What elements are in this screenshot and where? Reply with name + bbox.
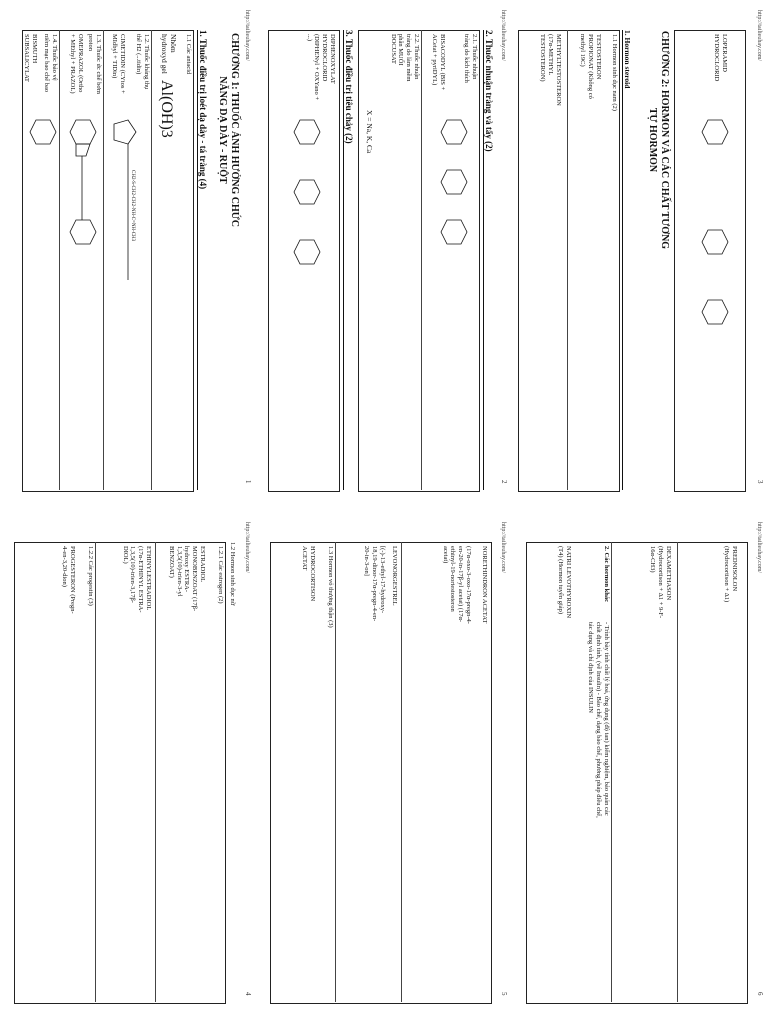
section-heading: 1. Hormon steroid — [622, 30, 632, 490]
drug-label: DIPHENOXYLAT HYDROCLORID (DIPHENyl + OXYano + ...) — [305, 34, 336, 101]
subsection: 2.2. Thuốc nhuận tràng do làm mềm phân MUỐI DOCUSAT — [389, 34, 420, 82]
subsection: 1.2. Thuốc kháng thụ thể H2 (...tidin) — [135, 34, 150, 90]
subsection: 1.4. Thuốc bảo vệ niêm mạc bao chế bao — [43, 34, 58, 93]
drug-label: NORETHINDRON ACETAT — [481, 546, 488, 624]
page-url: http://tailieuhay.com/ — [500, 10, 506, 62]
chapter-title: CHƯƠNG 1: THUỐC ẢNH HƯỞNG CHỨC NĂNG DẠ DÀY - RUỘT — [217, 33, 240, 227]
drug-label: LEVONORGESTREL — [391, 546, 398, 606]
bisacodyl-structure — [421, 110, 476, 290]
drug-formula: Al(OH)3 — [158, 80, 175, 138]
drug-label: Nhôm hydroxyd gel — [160, 34, 178, 74]
svg-text:CH2-S-CH2-CH2-NH-C=NH-CH3: CH2-S-CH2-CH2-NH-C=NH-CH3 — [130, 170, 135, 242]
drug-label: BISMUTH SUBSALICYLAT — [23, 34, 38, 83]
page-number: 6 — [756, 992, 764, 996]
page-url: http://tailieuhay.com/ — [756, 10, 762, 62]
subsection: 1.3 Hormon vỏ thượng thận (3) — [327, 546, 334, 628]
subsection: 1.3. Thuốc ức chế bơm proton — [87, 34, 102, 94]
page-3 — [512, 0, 768, 512]
page-number: 1 — [244, 480, 252, 484]
section-heading: 1. Thuốc điều trị loét dạ dày - tá tràng (4) — [197, 30, 208, 490]
drug-label: BISACODYL (BIS + ACetat + pyriDYL) — [431, 34, 446, 91]
page-6 — [512, 512, 768, 1024]
subsection: 1.2.1 Các estrogen (2) — [217, 546, 224, 604]
section-heading: 2. Thuốc nhuận tràng và tẩy (2) — [483, 30, 494, 490]
drug-label: DEXAMETHASON (Hydrocortison + Δ1 + 9-F-16α-CH3) — [649, 546, 672, 619]
drug-label: NATRI LEVOTHYROXIN (T4) (Hormon tuyến giáp) — [557, 546, 572, 619]
page-url: http://tailieuhay.com/ — [244, 522, 250, 574]
drug-label: METHYLTESTOSTERON (17α-METHYL TESTOSTERON) — [539, 34, 562, 106]
subsection: 1.2.2 Các progestin (3) — [87, 546, 94, 606]
loperamide-structure — [677, 110, 742, 350]
drug-label: OMEPRAZOL (Ortho + MEthyl + PRAZOL) — [69, 34, 84, 94]
page-number: 3 — [756, 480, 764, 484]
page-2 — [256, 0, 512, 512]
diphenoxylate-structure — [269, 110, 334, 290]
drug-label: CIMETIDIN (CYtos + MIdbyl + TIDin) — [111, 34, 126, 94]
subsection: 2.1. Thuốc nhuận tràng do kích thích — [463, 34, 478, 83]
docusate-formula-note: X = Na, K, Ca — [365, 110, 374, 154]
drug-label: PREDNISOLON (Hydrocortison + Δ1) — [723, 546, 738, 603]
drug-label: ETHINYLESTRADIOL (17α-ETHINYL ESTRA-1,3,5(10)-trien-3,17β-DIOL) — [121, 546, 152, 613]
section-heading: 2. Các hormon khác — [603, 546, 610, 602]
subsection: 1.1 Hormon sinh dục nam (2) — [611, 34, 618, 111]
page-number: 2 — [500, 480, 508, 484]
drug-label: TESTOSTERON PROPIONAT (Không có methyl 19C) — [579, 34, 602, 99]
page-url: http://tailieuhay.com/ — [244, 10, 250, 62]
page-4 — [0, 512, 256, 1024]
subsection: 1.2 Hormon sinh dục nữ — [229, 542, 236, 606]
drug-description: (17α-oxo-3-oxo-17α-pregn-4-en-20-in-17β-yl acetat) (17α-ethinyl-19-nortestosteron acetat) — [441, 546, 472, 624]
page-number: 5 — [500, 992, 508, 996]
drug-label: LOPERAMID HYDROCLORID — [713, 34, 728, 82]
drug-label: ESTRADIOL MONOBENZOAT (17β-hydroxy ESTRA-1,3,5(10)-trien-3-yl BENZOAT) — [167, 546, 206, 612]
drug-description: [(-)-13-ethyl-17-hydroxy-18,19-dinor-17α-pregn-4-en-20-in-3-on] — [363, 546, 386, 622]
page-5 — [256, 512, 512, 1024]
drug-label: HYDROCORTISON ACETAT — [301, 546, 316, 602]
omeprazole-structure — [55, 110, 100, 310]
page-number: 4 — [244, 992, 252, 996]
page-url: http://tailieuhay.com/ — [500, 522, 506, 574]
drug-label: PROGESTERON (Pregn-4-en-3,20-dion) — [61, 546, 76, 614]
section-heading: 3. Thuốc điều trị tiêu chảy (2) — [343, 30, 354, 490]
page-url: http://tailieuhay.com/ — [756, 522, 762, 574]
page-1 — [0, 0, 256, 512]
chapter-title: CHƯƠNG 2: HORMON VÀ CÁC CHẤT TƯƠNG TỰ HORMON — [647, 30, 670, 250]
salicylate-structure — [21, 110, 56, 170]
cimetidine-structure — [93, 110, 148, 290]
content-table — [518, 30, 620, 492]
subsection: 1.1 Các antacid — [185, 34, 192, 75]
insulin-note: - Trình bày tính chất lý hoá, ứng dụng (độ tan) kiểm nghiệm, bảo quản các chất định tính, (về Insulin) - Bảo chế, dạng bào chế, phương pháp điều chế, tác dụng và chỉ định của INSULIN — [587, 622, 610, 818]
